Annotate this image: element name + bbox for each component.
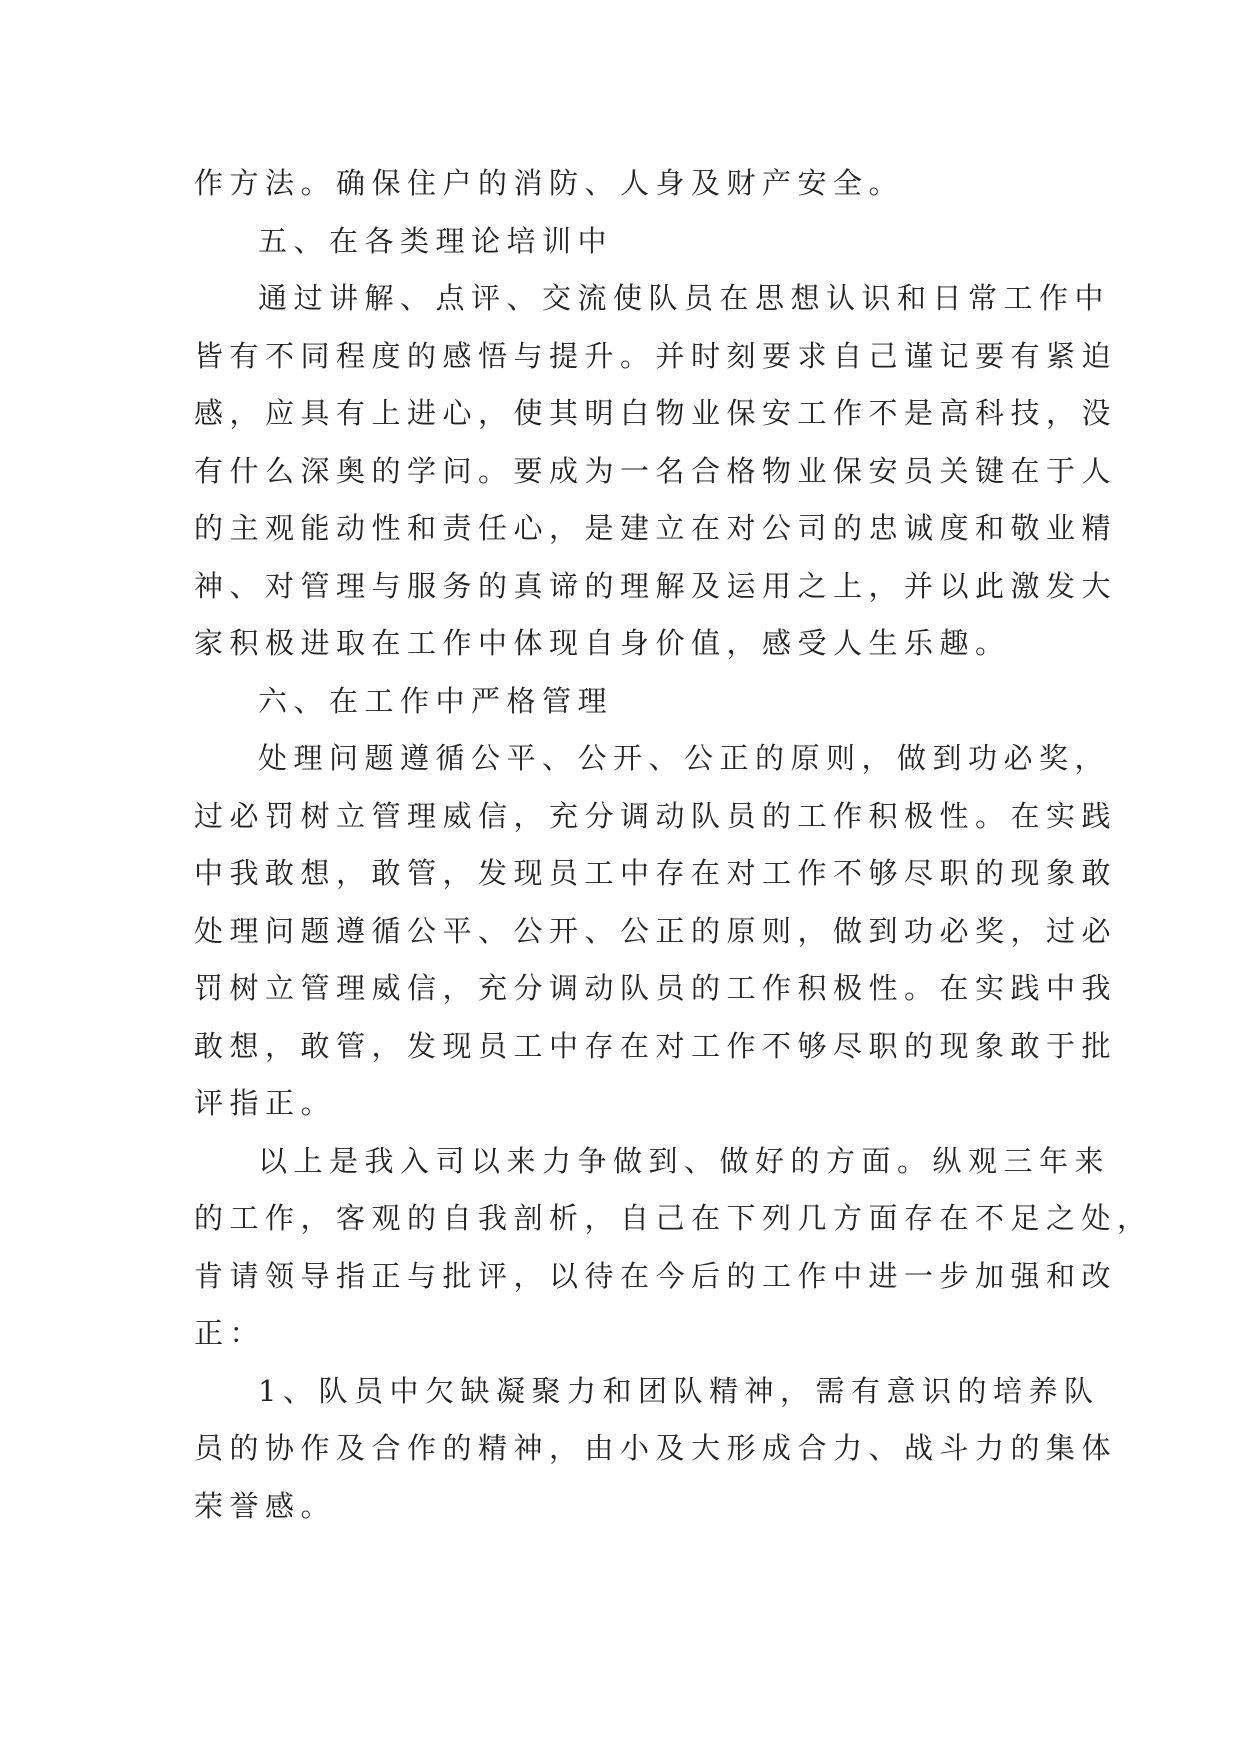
text-line: 作方法。确保住户的消防、人身及财产安全。 <box>194 166 905 200</box>
text-line: 过必罚树立管理威信，充分调动队员的工作积极性。在实践 <box>194 798 1118 833</box>
text-line: 感，应具有上进心，使其明白物业保安工作不是高科技，没 <box>194 396 1118 430</box>
text-line: 处理问题遵循公平、公开、公正的原则，做到功必奖，过必 <box>194 913 1118 948</box>
section-heading-6: 六、在工作中严格管理 <box>258 683 614 718</box>
text-line: 以上是我入司以来力争做到、做好的方面。纵观三年来 <box>258 1143 1111 1178</box>
text-line: 评指正。 <box>194 1086 337 1120</box>
text-line: 荣誉感。 <box>194 1488 337 1523</box>
text-line: 通过讲解、点评、交流使队员在思想认识和日常工作中 <box>258 281 1111 315</box>
text-line: 敢想，敢管，发现员工中存在对工作不够尽职的现象敢于批 <box>194 1028 1118 1063</box>
text-line: 有什么深奥的学问。要成为一名合格物业保安员关键在于人 <box>194 453 1118 488</box>
text-line: 肯请领导指正与批评，以待在今后的工作中进一步加强和改 <box>194 1258 1118 1293</box>
text-line: 的工作，客观的自我剖析，自己在下列几方面存在不足之处， <box>194 1201 1153 1235</box>
section-heading-5: 五、在各类理论培训中 <box>258 223 614 258</box>
text-line: 处理问题遵循公平、公开、公正的原则，做到功必奖， <box>258 741 1111 775</box>
list-item-1: 1、队员中欠缺凝聚力和团队精神，需有意识的培养队 <box>258 1373 1100 1408</box>
text-line: 罚树立管理威信，充分调动队员的工作积极性。在实践中我 <box>194 971 1118 1005</box>
text-line: 正： <box>194 1316 266 1350</box>
text-line: 皆有不同程度的感悟与提升。并时刻要求自己谨记要有紧迫 <box>194 338 1118 373</box>
text-line: 中我敢想，敢管，发现员工中存在对工作不够尽职的现象敢 <box>194 856 1118 890</box>
text-line: 员的协作及合作的精神，由小及大形成合力、战斗力的集体 <box>194 1431 1118 1465</box>
document-body <box>194 155 1153 1535</box>
text-line: 神、对管理与服务的真谛的理解及运用之上，并以此激发大 <box>194 568 1118 603</box>
text-line: 家积极进取在工作中体现自身价值，感受人生乐趣。 <box>194 626 1011 660</box>
text-line: 的主观能动性和责任心，是建立在对公司的忠诚度和敬业精 <box>194 511 1118 545</box>
